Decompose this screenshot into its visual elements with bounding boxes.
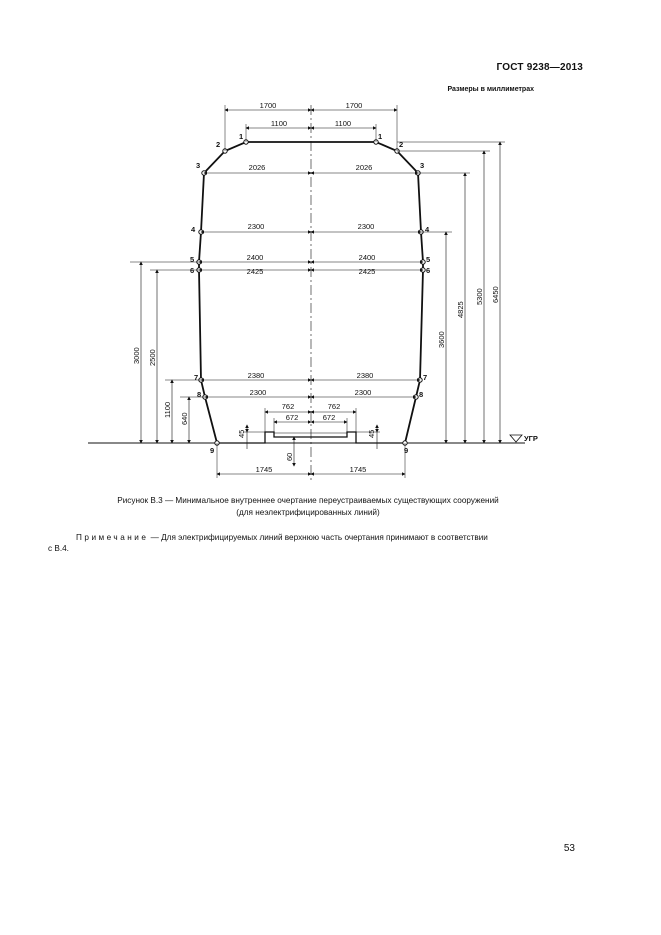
svg-text:672: 672 — [322, 413, 336, 422]
left-height-dimensions — [132, 347, 189, 425]
svg-text:60: 60 — [285, 452, 294, 461]
note-label: Примечание — [76, 533, 149, 542]
svg-text:2300: 2300 — [357, 222, 375, 231]
note-paragraph — [76, 532, 584, 544]
svg-text:3: 3 — [420, 161, 425, 170]
svg-text:1745: 1745 — [349, 465, 367, 474]
svg-text:2425: 2425 — [246, 267, 264, 276]
svg-text:4825: 4825 — [456, 301, 465, 318]
svg-text:1745: 1745 — [255, 465, 273, 474]
svg-text:7: 7 — [194, 373, 199, 382]
svg-text:45: 45 — [367, 429, 376, 438]
svg-text:5300: 5300 — [475, 288, 484, 305]
svg-text:1100: 1100 — [270, 119, 288, 128]
note-text: — Для электрифицируемых линий верхнюю часть очертания принимают в соответствии — [148, 533, 488, 542]
figure-caption: Рисунок В.3 — Минимальное внутреннее очертание переустраиваемых существующих сооружений — [117, 496, 499, 505]
note-continuation: с В.4. — [48, 544, 69, 553]
ground-marker — [510, 435, 522, 442]
svg-text:1700: 1700 — [345, 101, 363, 110]
svg-text:2026: 2026 — [248, 163, 266, 172]
svg-text:6: 6 — [426, 266, 431, 275]
svg-text:1: 1 — [239, 132, 244, 141]
svg-text:1700: 1700 — [259, 101, 277, 110]
svg-text:9: 9 — [210, 446, 215, 455]
svg-text:6: 6 — [190, 266, 195, 275]
svg-text:2300: 2300 — [247, 222, 265, 231]
svg-text:1100: 1100 — [163, 401, 172, 418]
svg-text:7: 7 — [423, 373, 428, 382]
svg-text:2300: 2300 — [354, 388, 372, 397]
svg-text:6450: 6450 — [491, 286, 500, 303]
svg-text:2380: 2380 — [247, 371, 265, 380]
right-height-dimensions — [437, 286, 500, 348]
svg-text:2300: 2300 — [249, 388, 267, 397]
svg-text:1: 1 — [378, 132, 383, 141]
svg-text:762: 762 — [281, 402, 295, 411]
svg-text:8: 8 — [197, 390, 202, 399]
point-labels — [190, 132, 430, 455]
svg-text:8: 8 — [419, 390, 424, 399]
standard-header: ГОСТ 9238—2013 — [496, 62, 583, 73]
ground-label: УГР — [524, 434, 538, 443]
svg-text:3: 3 — [196, 161, 201, 170]
svg-text:672: 672 — [285, 413, 299, 422]
svg-text:762: 762 — [327, 402, 341, 411]
svg-text:2425: 2425 — [358, 267, 376, 276]
svg-text:2500: 2500 — [148, 349, 157, 366]
svg-text:640: 640 — [180, 412, 189, 425]
svg-text:5: 5 — [426, 255, 431, 264]
small-dimensions — [237, 430, 376, 461]
svg-text:2400: 2400 — [246, 253, 264, 262]
svg-text:4: 4 — [425, 225, 430, 234]
svg-text:2: 2 — [399, 140, 404, 149]
svg-text:1100: 1100 — [334, 119, 352, 128]
svg-text:3600: 3600 — [437, 331, 446, 348]
svg-text:2: 2 — [216, 140, 221, 149]
svg-text:45: 45 — [237, 429, 246, 438]
page-number: 53 — [563, 843, 575, 854]
svg-text:9: 9 — [404, 446, 409, 455]
figure-caption-subtitle: (для неэлектрифицированных линий) — [236, 508, 380, 517]
units-note: Размеры в миллиметрах — [447, 86, 534, 93]
svg-text:4: 4 — [191, 225, 196, 234]
svg-text:5: 5 — [190, 255, 195, 264]
svg-text:2026: 2026 — [355, 163, 373, 172]
svg-text:3000: 3000 — [132, 347, 141, 364]
svg-text:2400: 2400 — [358, 253, 376, 262]
svg-text:2380: 2380 — [356, 371, 374, 380]
